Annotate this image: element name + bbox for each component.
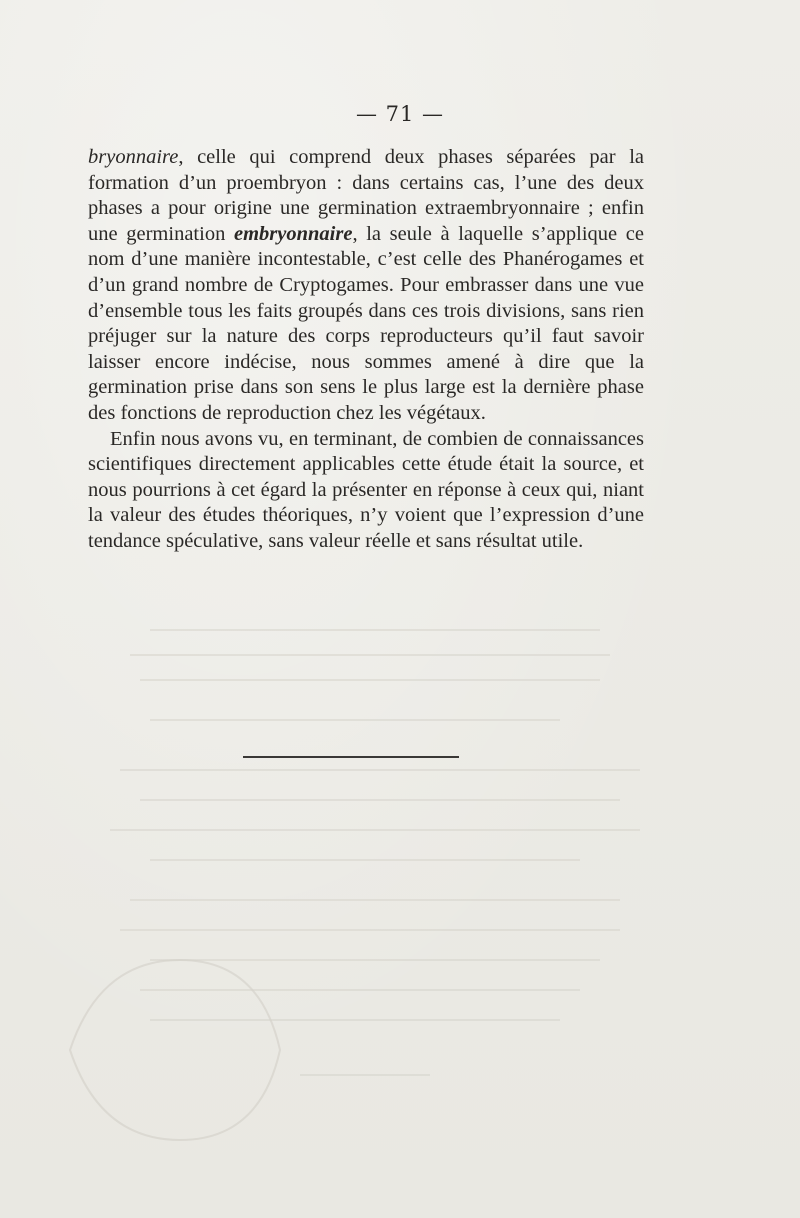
page-number: — 71 — [355, 102, 445, 126]
term-embryonnaire: embryonnaire [233, 222, 353, 245]
paragraph-1 [88, 145, 644, 427]
paragraph-1-text-a: , celle qui comprend deux phases séparées par la formation d’un proembryon : dans certains cas, l’une des deux phases a pour origine une germination extraembryonnaire ; enfin une germination [88, 146, 644, 245]
paragraph-2 [88, 427, 644, 555]
paragraph-2-text: Enfin nous avons vu, en terminant, de combien de connaissances scientifiques directement applicables cette étude était la source, et nous pourrions à cet égard la présenter en réponse à ceux qui, niant la valeur des études théoriques, n’y voient que l’expression d’une tendance spéculative, sans valeur réelle et sans résultat utile. [88, 427, 644, 552]
term-bryonnaire: bryonnaire [88, 146, 179, 168]
paragraph-1-text-b: , la seule à laquelle s’applique ce nom d’une manière incontestable, c’est celle des Phanérogames et d’un grand nombre de Cryptogames. Pour embrasser dans une vue d’ensemble tous les faits groupés dans ces trois divisions, sans rien préjuger sur la nature des corps reproducteurs qu’il faut savoir laisser encore indécise, nous sommes amené à dire que la germination prise dans son sens le plus large est la dernière phase des fonctions de reproduction chez les végétaux. [88, 222, 645, 424]
section-rule [243, 756, 459, 758]
body-text [88, 145, 644, 555]
